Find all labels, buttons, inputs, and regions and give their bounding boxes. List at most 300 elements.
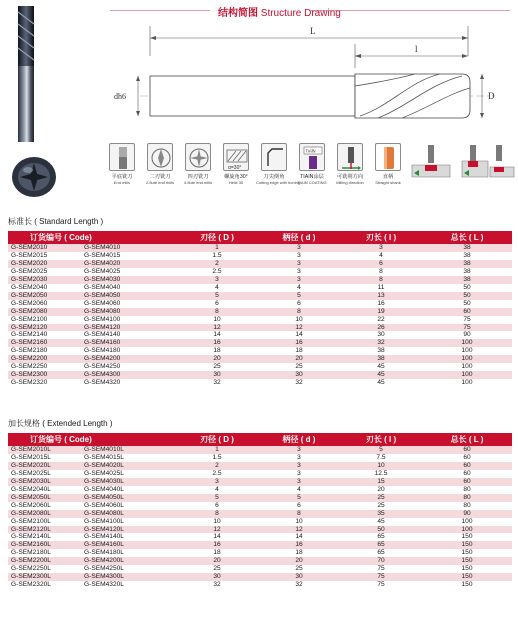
code-2-flute-cell: G-SEM2025 <box>8 268 84 276</box>
shank-diameter-cell: 18 <box>258 549 340 557</box>
milling-operation-icon-2 <box>460 143 516 183</box>
corner-chamfer-icon <box>261 143 287 171</box>
code-4-flute-cell: G-SEM4250 <box>84 363 176 371</box>
cutting-diameter-cell: 18 <box>176 347 258 355</box>
table-row <box>8 510 512 518</box>
overall-length-cell: 75 <box>422 316 512 324</box>
flute-length-cell: 25 <box>340 494 422 502</box>
four-flute-icon <box>185 143 211 171</box>
cutting-diameter-cell: 4 <box>176 284 258 292</box>
feature-coating: TiAlN TIAIN涂层 TIAIN COATING <box>294 143 330 185</box>
code-4-flute-cell: G-SEM4120L <box>84 526 176 534</box>
code-2-flute-cell: G-SEM2120L <box>8 526 84 534</box>
code-4-flute-cell: G-SEM4050L <box>84 494 176 502</box>
code-2-flute-cell: G-SEM2010 <box>8 244 84 252</box>
shank-diameter-cell: 3 <box>258 276 340 284</box>
code-2-flute-cell: G-SEM2300L <box>8 573 84 581</box>
overall-length-cell: 38 <box>422 244 512 252</box>
code-2-flute-cell: G-SEM2025L <box>8 470 84 478</box>
code-4-flute-cell: G-SEM4030L <box>84 478 176 486</box>
flute-length-cell: 45 <box>340 371 422 379</box>
cutting-diameter-cell: 2 <box>176 462 258 470</box>
flute-length-cell: 8 <box>340 276 422 284</box>
cutting-diameter-cell: 30 <box>176 573 258 581</box>
cutting-diameter-cell: 8 <box>176 308 258 316</box>
overall-length-cell: 60 <box>422 462 512 470</box>
code-4-flute-cell: G-SEM4180L <box>84 549 176 557</box>
feature-helix-angle: α=30° 螺旋角30° Helix 30 <box>218 143 254 185</box>
cutting-diameter-cell: 6 <box>176 502 258 510</box>
flute-length-cell: 32 <box>340 339 422 347</box>
cutting-diameter-cell: 3 <box>176 478 258 486</box>
structure-title-en: Structure Drawing <box>260 8 341 19</box>
feature-icons <box>104 143 516 203</box>
flute-length-cell: 45 <box>340 379 422 387</box>
shank-diameter-cell: 3 <box>258 252 340 260</box>
dim-dh6-label: dh6 <box>114 92 126 101</box>
shank-diameter-cell: 4 <box>258 486 340 494</box>
flute-length-cell: 45 <box>340 363 422 371</box>
code-4-flute-cell: G-SEM4320 <box>84 379 176 387</box>
code-2-flute-cell: G-SEM2180L <box>8 549 84 557</box>
code-4-flute-cell: G-SEM4020L <box>84 462 176 470</box>
code-4-flute-cell: G-SEM4200 <box>84 355 176 363</box>
cutting-diameter-cell: 5 <box>176 494 258 502</box>
code-2-flute-cell: G-SEM2020 <box>8 260 84 268</box>
cutting-diameter-cell: 25 <box>176 363 258 371</box>
code-2-flute-cell: G-SEM2030 <box>8 276 84 284</box>
overall-length-cell: 60 <box>422 308 512 316</box>
code-4-flute-cell: G-SEM4010 <box>84 244 176 252</box>
col-cutting-diameter-header: 刃径 ( D ) <box>176 433 258 446</box>
shank-diameter-cell: 32 <box>258 379 340 387</box>
code-2-flute-cell: G-SEM2250 <box>8 363 84 371</box>
shank-diameter-cell: 30 <box>258 371 340 379</box>
flute-length-cell: 75 <box>340 565 422 573</box>
code-2-flute-cell: G-SEM2050L <box>8 494 84 502</box>
overall-length-cell: 80 <box>422 502 512 510</box>
code-4-flute-cell: G-SEM4080L <box>84 510 176 518</box>
code-2-flute-cell: G-SEM2080 <box>8 308 84 316</box>
code-4-flute-cell: G-SEM4080 <box>84 308 176 316</box>
code-2-flute-cell: G-SEM2080L <box>8 510 84 518</box>
product-header <box>0 0 518 218</box>
shank-diameter-cell: 3 <box>258 478 340 486</box>
shank-diameter-cell: 6 <box>258 502 340 510</box>
cutting-diameter-cell: 5 <box>176 292 258 300</box>
overall-length-cell: 90 <box>422 331 512 339</box>
code-4-flute-cell: G-SEM4010L <box>84 446 176 454</box>
cutting-diameter-cell: 10 <box>176 518 258 526</box>
cutting-diameter-cell: 20 <box>176 557 258 565</box>
dim-L-label: L <box>310 26 316 36</box>
cutting-diameter-cell: 3 <box>176 276 258 284</box>
col-code-header: 订货编号 ( Code) <box>8 433 176 446</box>
cutting-diameter-cell: 1 <box>176 446 258 454</box>
code-4-flute-cell: G-SEM4020 <box>84 260 176 268</box>
table-row <box>8 276 512 284</box>
code-2-flute-cell: G-SEM2040 <box>8 284 84 292</box>
milling-operation-icon-1 <box>408 143 454 183</box>
table-row <box>8 379 512 387</box>
code-2-flute-cell: G-SEM2010L <box>8 446 84 454</box>
table-row <box>8 486 512 494</box>
cutting-diameter-cell: 32 <box>176 379 258 387</box>
flute-length-cell: 65 <box>340 549 422 557</box>
shank-diameter-cell: 30 <box>258 573 340 581</box>
code-4-flute-cell: G-SEM4180 <box>84 347 176 355</box>
shank-diameter-cell: 14 <box>258 331 340 339</box>
flute-length-cell: 38 <box>340 347 422 355</box>
overall-length-cell: 100 <box>422 347 512 355</box>
overall-length-cell: 90 <box>422 510 512 518</box>
table-row <box>8 252 512 260</box>
flute-length-cell: 45 <box>340 518 422 526</box>
code-4-flute-cell: G-SEM4060 <box>84 300 176 308</box>
flute-length-cell: 22 <box>340 316 422 324</box>
cutting-diameter-cell: 18 <box>176 549 258 557</box>
overall-length-cell: 38 <box>422 260 512 268</box>
shank-diameter-cell: 18 <box>258 347 340 355</box>
cutting-diameter-cell: 32 <box>176 581 258 589</box>
overall-length-cell: 100 <box>422 379 512 387</box>
overall-length-cell: 150 <box>422 581 512 589</box>
shank-diameter-cell: 3 <box>258 462 340 470</box>
svg-text:TiAlN: TiAlN <box>305 148 316 154</box>
cutting-diameter-cell: 4 <box>176 486 258 494</box>
table-row <box>8 549 512 557</box>
cutting-diameter-cell: 12 <box>176 526 258 534</box>
overall-length-cell: 150 <box>422 573 512 581</box>
overall-length-cell: 100 <box>422 363 512 371</box>
code-4-flute-cell: G-SEM4015 <box>84 252 176 260</box>
end-mill-photo <box>10 4 44 144</box>
code-2-flute-cell: G-SEM2100L <box>8 518 84 526</box>
title-rule-left <box>110 10 210 11</box>
flute-length-cell: 12.5 <box>340 470 422 478</box>
cutting-diameter-cell: 8 <box>176 510 258 518</box>
feature-milling-operation-1 <box>408 143 454 188</box>
flute-length-cell: 7.5 <box>340 454 422 462</box>
flute-length-cell: 30 <box>340 331 422 339</box>
table-row <box>8 502 512 510</box>
flute-length-cell: 25 <box>340 502 422 510</box>
shank-diameter-cell: 12 <box>258 526 340 534</box>
table-row <box>8 470 512 478</box>
overall-length-cell: 60 <box>422 454 512 462</box>
table-row <box>8 316 512 324</box>
table-row <box>8 300 512 308</box>
overall-length-cell: 60 <box>422 478 512 486</box>
code-4-flute-cell: G-SEM4060L <box>84 502 176 510</box>
table-row <box>8 292 512 300</box>
code-2-flute-cell: G-SEM2060 <box>8 300 84 308</box>
feature-flat-end-mill: 平底铣刀 End mills <box>104 143 140 185</box>
code-4-flute-cell: G-SEM4160L <box>84 541 176 549</box>
end-view-photo <box>6 150 62 200</box>
shank-diameter-cell: 12 <box>258 324 340 332</box>
col-flute-length-header: 刃长 ( l ) <box>340 433 422 446</box>
code-2-flute-cell: G-SEM2320L <box>8 581 84 589</box>
flute-length-cell: 65 <box>340 533 422 541</box>
overall-length-cell: 150 <box>422 565 512 573</box>
overall-length-cell: 75 <box>422 324 512 332</box>
milling-direction-icon <box>337 143 363 171</box>
code-2-flute-cell: G-SEM2100 <box>8 316 84 324</box>
flute-length-cell: 50 <box>340 526 422 534</box>
shank-diameter-cell: 20 <box>258 355 340 363</box>
table-row <box>8 565 512 573</box>
overall-length-cell: 50 <box>422 292 512 300</box>
shank-diameter-cell: 16 <box>258 339 340 347</box>
flute-length-cell: 20 <box>340 486 422 494</box>
svg-text:α=30°: α=30° <box>228 165 242 171</box>
flute-length-cell: 13 <box>340 292 422 300</box>
overall-length-cell: 150 <box>422 541 512 549</box>
feature-straight-shank: 直柄 Straight shank <box>370 143 406 185</box>
table-row <box>8 446 512 454</box>
table-row <box>8 268 512 276</box>
overall-length-cell: 150 <box>422 549 512 557</box>
table-row <box>8 371 512 379</box>
overall-length-cell: 150 <box>422 533 512 541</box>
shank-diameter-cell: 5 <box>258 292 340 300</box>
shank-diameter-cell: 25 <box>258 565 340 573</box>
extended-length-table <box>8 433 512 589</box>
code-4-flute-cell: G-SEM4320L <box>84 581 176 589</box>
code-4-flute-cell: G-SEM4300L <box>84 573 176 581</box>
shank-diameter-cell: 8 <box>258 510 340 518</box>
code-2-flute-cell: G-SEM2160L <box>8 541 84 549</box>
standard-length-label: 标准长 ( Standard Length ) <box>8 217 104 226</box>
table-row <box>8 244 512 252</box>
table-row <box>8 494 512 502</box>
code-2-flute-cell: G-SEM2180 <box>8 347 84 355</box>
shank-diameter-cell: 14 <box>258 533 340 541</box>
table-row <box>8 581 512 589</box>
cutting-diameter-cell: 1.5 <box>176 252 258 260</box>
shank-diameter-cell: 10 <box>258 316 340 324</box>
table-row <box>8 533 512 541</box>
code-4-flute-cell: G-SEM4025 <box>84 268 176 276</box>
overall-length-cell: 50 <box>422 300 512 308</box>
standard-length-table <box>8 231 512 387</box>
code-4-flute-cell: G-SEM4025L <box>84 470 176 478</box>
code-4-flute-cell: G-SEM4300 <box>84 371 176 379</box>
structure-title-cn: 结构简图 <box>218 8 258 19</box>
flute-length-cell: 75 <box>340 573 422 581</box>
flute-length-cell: 3 <box>340 244 422 252</box>
table-row <box>8 324 512 332</box>
code-4-flute-cell: G-SEM4015L <box>84 454 176 462</box>
feature-milling-direction: 可铣削方向 Milling direction <box>332 143 368 185</box>
cutting-diameter-cell: 30 <box>176 371 258 379</box>
code-2-flute-cell: G-SEM2250L <box>8 565 84 573</box>
table-row <box>8 284 512 292</box>
code-2-flute-cell: G-SEM2200L <box>8 557 84 565</box>
code-4-flute-cell: G-SEM4160 <box>84 339 176 347</box>
cutting-diameter-cell: 16 <box>176 339 258 347</box>
extended-length-label: 加长规格 ( Extended Length ) <box>8 419 113 428</box>
flute-length-cell: 38 <box>340 355 422 363</box>
table-row <box>8 260 512 268</box>
code-2-flute-cell: G-SEM2320 <box>8 379 84 387</box>
flute-length-cell: 5 <box>340 446 422 454</box>
shank-diameter-cell: 3 <box>258 470 340 478</box>
overall-length-cell: 80 <box>422 494 512 502</box>
code-2-flute-cell: G-SEM2015L <box>8 454 84 462</box>
code-2-flute-cell: G-SEM2120 <box>8 324 84 332</box>
feature-corner-chamfer: 刀尖倒角 Cutting edge with honing <box>256 143 292 185</box>
overall-length-cell: 50 <box>422 284 512 292</box>
flat-end-mill-icon <box>109 143 135 171</box>
flute-length-cell: 70 <box>340 557 422 565</box>
flute-length-cell: 75 <box>340 581 422 589</box>
table-row <box>8 331 512 339</box>
col-cutting-diameter-header: 刃径 ( D ) <box>176 231 258 244</box>
table-header-row <box>8 433 512 446</box>
code-4-flute-cell: G-SEM4250L <box>84 565 176 573</box>
cutting-diameter-cell: 12 <box>176 324 258 332</box>
code-4-flute-cell: G-SEM4120 <box>84 324 176 332</box>
cutting-diameter-cell: 2.5 <box>176 470 258 478</box>
shank-diameter-cell: 3 <box>258 268 340 276</box>
flute-length-cell: 6 <box>340 260 422 268</box>
shank-diameter-cell: 8 <box>258 308 340 316</box>
code-4-flute-cell: G-SEM4050 <box>84 292 176 300</box>
shank-diameter-cell: 4 <box>258 284 340 292</box>
code-2-flute-cell: G-SEM2030L <box>8 478 84 486</box>
code-2-flute-cell: G-SEM2160 <box>8 339 84 347</box>
flute-length-cell: 65 <box>340 541 422 549</box>
overall-length-cell: 38 <box>422 276 512 284</box>
shank-diameter-cell: 3 <box>258 244 340 252</box>
col-overall-length-header: 总长 ( L ) <box>422 231 512 244</box>
flute-length-cell: 10 <box>340 462 422 470</box>
table-row <box>8 478 512 486</box>
flute-length-cell: 15 <box>340 478 422 486</box>
overall-length-cell: 100 <box>422 526 512 534</box>
code-2-flute-cell: G-SEM2015 <box>8 252 84 260</box>
overall-length-cell: 80 <box>422 486 512 494</box>
code-2-flute-cell: G-SEM2050 <box>8 292 84 300</box>
overall-length-cell: 100 <box>422 355 512 363</box>
overall-length-cell: 100 <box>422 518 512 526</box>
shank-diameter-cell: 16 <box>258 541 340 549</box>
code-4-flute-cell: G-SEM4140 <box>84 331 176 339</box>
cutting-diameter-cell: 14 <box>176 533 258 541</box>
code-4-flute-cell: G-SEM4100L <box>84 518 176 526</box>
cutting-diameter-cell: 2 <box>176 260 258 268</box>
table-row <box>8 347 512 355</box>
col-flute-length-header: 刃长 ( l ) <box>340 231 422 244</box>
table-row <box>8 363 512 371</box>
code-2-flute-cell: G-SEM2140 <box>8 331 84 339</box>
table-row <box>8 557 512 565</box>
table-header-row <box>8 231 512 244</box>
overall-length-cell: 38 <box>422 252 512 260</box>
code-4-flute-cell: G-SEM4100 <box>84 316 176 324</box>
shank-diameter-cell: 10 <box>258 518 340 526</box>
cutting-diameter-cell: 20 <box>176 355 258 363</box>
cutting-diameter-cell: 16 <box>176 541 258 549</box>
table-row <box>8 339 512 347</box>
flute-length-cell: 16 <box>340 300 422 308</box>
flute-length-cell: 26 <box>340 324 422 332</box>
cutting-diameter-cell: 10 <box>176 316 258 324</box>
helix-angle-icon <box>223 143 249 171</box>
col-code-header: 订货编号 ( Code) <box>8 231 176 244</box>
shank-diameter-cell: 25 <box>258 363 340 371</box>
straight-shank-icon <box>375 143 401 171</box>
cutting-diameter-cell: 25 <box>176 565 258 573</box>
table-row <box>8 454 512 462</box>
coating-icon <box>299 143 325 171</box>
overall-length-cell: 150 <box>422 557 512 565</box>
table-row <box>8 541 512 549</box>
table-row <box>8 462 512 470</box>
flute-length-cell: 35 <box>340 510 422 518</box>
code-4-flute-cell: G-SEM4140L <box>84 533 176 541</box>
flute-length-cell: 11 <box>340 284 422 292</box>
shank-diameter-cell: 20 <box>258 557 340 565</box>
cutting-diameter-cell: 1 <box>176 244 258 252</box>
shank-diameter-cell: 3 <box>258 454 340 462</box>
code-2-flute-cell: G-SEM2200 <box>8 355 84 363</box>
table-row <box>8 526 512 534</box>
table-row <box>8 308 512 316</box>
flute-length-cell: 8 <box>340 268 422 276</box>
shank-diameter-cell: 5 <box>258 494 340 502</box>
cutting-diameter-cell: 14 <box>176 331 258 339</box>
flute-length-cell: 4 <box>340 252 422 260</box>
feature-milling-operation-2 <box>460 143 516 188</box>
shank-diameter-cell: 6 <box>258 300 340 308</box>
col-overall-length-header: 总长 ( L ) <box>422 433 512 446</box>
table-row <box>8 573 512 581</box>
shank-diameter-cell: 3 <box>258 446 340 454</box>
overall-length-cell: 60 <box>422 446 512 454</box>
overall-length-cell: 60 <box>422 470 512 478</box>
structure-drawing <box>110 16 510 136</box>
code-2-flute-cell: G-SEM2140L <box>8 533 84 541</box>
code-2-flute-cell: G-SEM2020L <box>8 462 84 470</box>
col-shank-diameter-header: 柄径 ( d ) <box>258 433 340 446</box>
feature-four-flute: 四刃铣刀 4-flute end mills <box>180 143 216 185</box>
overall-length-cell: 38 <box>422 268 512 276</box>
dim-D-label: D <box>488 91 495 101</box>
dim-l-label: l <box>415 44 418 54</box>
feature-two-flute: 二刃铣刀 2-flute end mills <box>142 143 178 185</box>
cutting-diameter-cell: 6 <box>176 300 258 308</box>
code-2-flute-cell: G-SEM2040L <box>8 486 84 494</box>
code-4-flute-cell: G-SEM4040L <box>84 486 176 494</box>
overall-length-cell: 100 <box>422 339 512 347</box>
cutting-diameter-cell: 1.5 <box>176 454 258 462</box>
cutting-diameter-cell: 2.5 <box>176 268 258 276</box>
code-2-flute-cell: G-SEM2300 <box>8 371 84 379</box>
table-row <box>8 518 512 526</box>
flute-length-cell: 19 <box>340 308 422 316</box>
code-4-flute-cell: G-SEM4200L <box>84 557 176 565</box>
table-row <box>8 355 512 363</box>
shank-diameter-cell: 3 <box>258 260 340 268</box>
col-shank-diameter-header: 柄径 ( d ) <box>258 231 340 244</box>
shank-diameter-cell: 32 <box>258 581 340 589</box>
code-4-flute-cell: G-SEM4040 <box>84 284 176 292</box>
overall-length-cell: 100 <box>422 371 512 379</box>
two-flute-icon <box>147 143 173 171</box>
